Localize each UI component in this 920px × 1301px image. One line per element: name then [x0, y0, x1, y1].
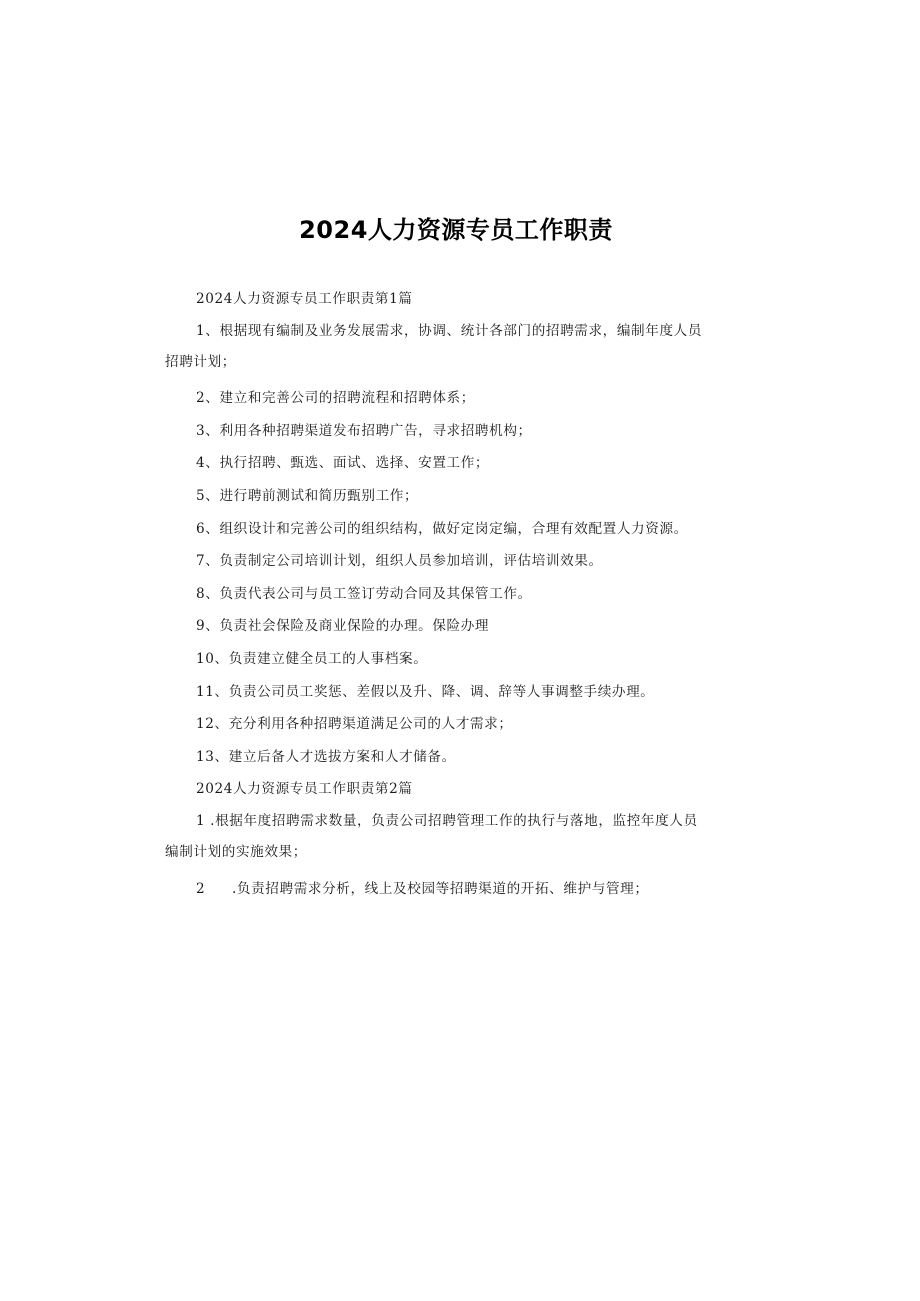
document-title: 2024人力资源专员工作职责 [299, 216, 613, 244]
paragraph-line [165, 873, 755, 906]
paragraph-line: 11、负责公司员工奖惩、差假以及升、降、调、辞等人事调整手续办理。 [196, 683, 655, 700]
paragraph-line: 7、负责制定公司培训计划，组织人员参加培训，评估培训效果。 [196, 553, 603, 570]
paragraph-line: 编制计划的实施效果； [165, 843, 307, 860]
document-body [165, 283, 755, 905]
paragraph-line: 招聘计划； [165, 353, 236, 370]
paragraph-line: 2、建立和完善公司的招聘流程和招聘体系； [196, 390, 475, 407]
paragraph-line: 3、利用各种招聘渠道发布招聘广告，寻求招聘机构； [196, 422, 532, 439]
paragraph-line: 1、根据现有编制及业务发展需求，协调、统计各部门的招聘需求，编制年度人员 [196, 322, 703, 339]
paragraph-line: 13、建立后备人才选拔方案和人才储备。 [196, 748, 456, 765]
paragraph-line: 8、负责代表公司与员工签订劳动合同及其保管工作。 [196, 585, 532, 602]
paragraph-line: 12、充分利用各种招聘渠道满足公司的人才需求； [196, 716, 513, 733]
section-heading-1: 2024人力资源专员工作职责第1篇 [196, 291, 413, 307]
paragraph-line: 6、组织设计和完善公司的组织结构，做好定岗定编，合理有效配置人力资源。 [196, 520, 688, 537]
list-text: .负责招聘需求分析，线上及校园等招聘渠道的开拓、维护与管理； [232, 880, 649, 897]
section-heading-2: 2024人力资源专员工作职责第2篇 [196, 781, 413, 798]
paragraph-line: 9、负责社会保险及商业保险的办理。保险办理 [196, 618, 490, 635]
list-number: 2 [196, 880, 206, 897]
paragraph-line: 5、进行聘前测试和简历甄别工作； [196, 487, 419, 504]
paragraph-line: 10、负责建立健全员工的人事档案。 [196, 650, 428, 667]
paragraph-line: 4、执行招聘、甄选、面试、选择、安置工作； [196, 455, 490, 472]
paragraph-line: 1 .根据年度招聘需求数量，负责公司招聘管理工作的执行与落地，监控年度人员 [196, 812, 698, 829]
